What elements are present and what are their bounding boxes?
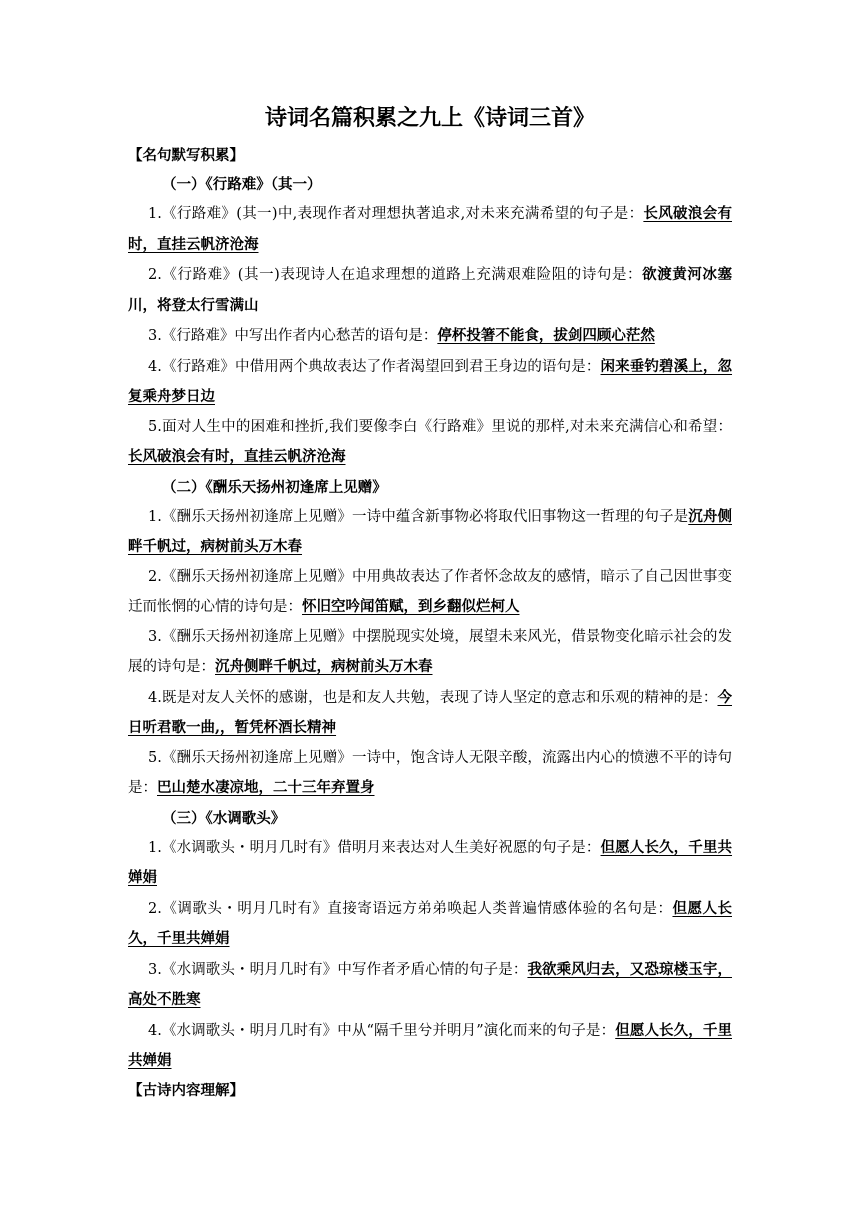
question-text: 2.《调歌头・明月几时有》直接寄语远方弟弟唤起人类普遍情感体验的名句是：	[148, 900, 673, 917]
question-text: 4.《行路难》中借用两个典故表达了作者渴望回到君王身边的语句是：	[148, 358, 601, 375]
question-text: 3.《水调歌头・明月几时有》中写作者矛盾心情的句子是：	[148, 961, 528, 978]
question-item	[128, 894, 732, 955]
page-title: 诗词名篇积累之九上《诗词三首》	[264, 105, 595, 131]
section-heading-recitation: 【名句默写积累】	[128, 147, 244, 164]
poem-heading: （三）《水调歌头》	[162, 809, 286, 827]
answer-text: 巴山楚水凄凉地，二十三年弃置身	[157, 779, 375, 796]
question-text: 1.《行路难》(其一)中,表现作者对理想执著追求,对未来充满希望的句子是：	[148, 206, 644, 222]
question-item	[128, 352, 732, 413]
question-text: 5.面对人生中的困难和挫折,我们要像李白《行路难》里说的那样,对未来充满信心和希望：	[148, 418, 732, 435]
question-item	[128, 563, 732, 623]
answer-text: 怀旧空吟闻笛赋，到乡翻似烂柯人	[302, 598, 520, 615]
answer-text: 沉舟侧畔千帆过，病树前头万木春	[215, 658, 433, 675]
question-item	[128, 260, 732, 321]
answer-text: 闲来垂钓碧溪上，忽复乘舟梦日边	[128, 357, 733, 405]
answer-text: 但愿人长久，千里共婵娟	[128, 838, 733, 886]
question-text: 1.《酬乐天扬州初逢席上见赠》一诗中蕴含新事物必将取代旧事物这一哲理的句子是	[148, 508, 689, 525]
question-item	[128, 955, 732, 1016]
question-text: 2.《酬乐天扬州初逢席上见赠》中用典故表达了作者怀念故友的感情，暗示了自己因世事变迁而怅惘的心情的诗句是：	[128, 568, 732, 615]
poem-group-shuidiaogetou	[128, 804, 732, 1077]
question-item	[128, 833, 732, 894]
question-text: 4.既是对友人关怀的感谢，也是和友人共勉，表现了诗人坚定的意志和乐观的精神的是：	[148, 689, 718, 706]
question-text: 5.《酬乐天扬州初逢席上见赠》一诗中，饱含诗人无限辛酸，流露出内心的愤懑不平的诗句是：	[128, 749, 732, 796]
answer-text: 我欲乘风归去，又恐琼楼玉宇，高处不胜寒	[128, 960, 732, 1008]
answer-text: 长风破浪会有时，直挂云帆济沧海	[128, 205, 732, 253]
answer-text: 沉舟侧畔千帆过，病树前头万木春	[128, 507, 732, 555]
question-item	[128, 502, 732, 563]
question-item	[128, 199, 732, 260]
answer-text: 但愿人长久，千里共婵娟	[128, 899, 732, 947]
question-item	[128, 683, 732, 744]
question-item	[128, 1016, 732, 1077]
question-text: 3.《行路难》中写出作者内心愁苦的语句是：	[148, 328, 438, 344]
poem-heading: （二）《酬乐天扬州初逢席上见赠》	[162, 478, 387, 496]
question-item	[128, 744, 732, 804]
question-item	[128, 413, 732, 473]
question-item	[128, 321, 732, 352]
question-text: 4.《水调歌头・明月几时有》中从“隔千里兮并明月”演化而来的句子是：	[148, 1022, 616, 1039]
question-text: 3.《酬乐天扬州初逢席上见赠》中摆脱现实处境，展望未来风光，借景物变化暗示社会的发展的诗句是：	[128, 628, 732, 675]
answer-text: 长风破浪会有时，直挂云帆济沧海	[128, 448, 346, 465]
answer-text: 但愿人长久，千里共婵娟	[128, 1021, 732, 1069]
answer-text: 今日听君歌一曲,，暂凭杯酒长精神	[128, 688, 732, 736]
section-heading-comprehension: 【古诗内容理解】	[128, 1081, 244, 1099]
poem-heading: （一）《行路难》（其一）	[162, 176, 322, 193]
poem-group-chouletian	[128, 473, 732, 804]
answer-text: 停杯投箸不能食，拔剑四顾心茫然	[437, 327, 655, 344]
question-text: 1.《水调歌头・明月几时有》借明月来表达对人生美好祝愿的句子是：	[148, 839, 601, 856]
question-text: 2.《行路难》(其一)表现诗人在追求理想的道路上充满艰难险阻的诗句是：	[148, 267, 643, 283]
question-item	[128, 623, 732, 683]
answer-text: 欲渡黄河冰塞川，将登太行雪满山	[128, 266, 732, 314]
poem-group-xinglunan	[128, 170, 732, 473]
